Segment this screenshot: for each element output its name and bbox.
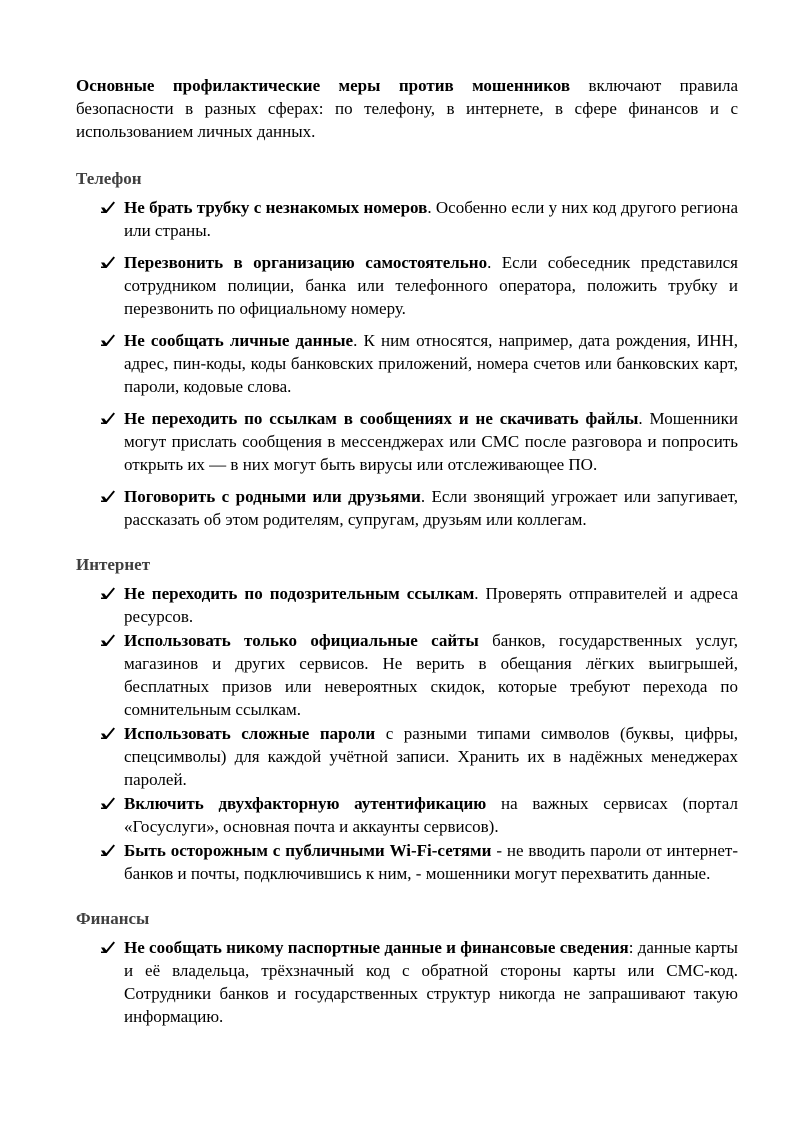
item-text: : данные карты и её владельца, трёхзначный код с обратной стороны карты или СМС-код. Сотрудники банков и государственных структур никогда не запрашивают такую информацию. (124, 938, 738, 1026)
list-item (76, 629, 738, 721)
item-bold: Поговорить с родными или друзьями (124, 487, 421, 506)
item-text: . К ним относятся, например, дата рождения, ИНН, адрес, пин-коды, коды банковских приложений, номера счетов или банковских карт, пароли, кодовые слова. (124, 331, 739, 396)
item-bold: Не переходить по подозрительным ссылкам (124, 584, 475, 603)
item-bold: Перезвонить в организацию самостоятельно (124, 253, 488, 272)
item-bold: Не брать трубку с незнакомых номеров (124, 198, 428, 217)
list-finance (76, 936, 738, 1028)
section-phone (76, 167, 738, 531)
section-finance (76, 907, 738, 1028)
item-bold: Не сообщать никому паспортные данные и финансовые сведения (124, 938, 629, 957)
item-bold: Быть осторожным с публичными Wi-Fi-сетями (124, 841, 492, 860)
checkmark-bullet-icon (100, 586, 116, 600)
intro-bold: Основные профилактические меры против мошенников (76, 76, 571, 95)
item-text: на важных сервисах (портал «Госуслуги», основная почта и аккаунты сервисов). (124, 794, 738, 836)
intro-paragraph (76, 74, 738, 143)
item-text: . Мошенники могут прислать сообщения в мессенджерах или СМС после разговора и попросить открыть их — в них могут быть вирусы или отслеживающее ПО. (124, 409, 738, 474)
list-item (76, 722, 738, 791)
item-text: - не вводить пароли от интернет-банков и почты, подключившись к ним, - мошенники могут перехватить данные. (124, 841, 738, 883)
list-item (76, 582, 738, 628)
list-internet (76, 582, 738, 885)
list-phone (76, 196, 738, 531)
list-item (76, 196, 738, 242)
checkmark-bullet-icon (100, 940, 116, 954)
list-item (76, 407, 738, 476)
item-text: с разными типами символов (буквы, цифры, спецсимволы) для каждой учётной записи. Хранить их в надёжных менеджерах паролей. (124, 724, 739, 789)
section-title-internet: Интернет (76, 555, 151, 574)
item-bold: Не переходить по ссылкам в сообщениях и не скачивать файлы (124, 409, 639, 428)
item-bold: Включить двухфакторную аутентификацию (124, 794, 487, 813)
item-bold: Использовать только официальные сайты (124, 631, 479, 650)
checkmark-bullet-icon (100, 726, 116, 740)
checkmark-bullet-icon (100, 333, 116, 347)
item-text: . Если собеседник представился сотрудником полиции, банка или телефонного оператора, положить трубку и перезвонить по официальному номеру. (124, 253, 738, 318)
list-item (76, 485, 738, 531)
section-title-finance: Финансы (76, 909, 150, 928)
list-item (76, 839, 738, 885)
item-bold: Не сообщать личные данные (124, 331, 354, 350)
list-item (76, 792, 738, 838)
item-text: . Если звонящий угрожает или запугивает, рассказать об этом родителям, супругам, друзьям или коллегам. (124, 487, 738, 529)
checkmark-bullet-icon (100, 255, 116, 269)
item-text: . Проверять отправителей и адреса ресурсов. (124, 584, 738, 626)
item-text: банков, государственных услуг, магазинов и других сервисов. Не верить в обещания лёгких выигрышей, бесплатных призов или невероятных скидок, которые требуют перехода по сомнительным ссылкам. (124, 631, 738, 719)
checkmark-bullet-icon (100, 843, 116, 857)
checkmark-bullet-icon (100, 200, 116, 214)
list-item (76, 936, 738, 1028)
item-text: . Особенно если у них код другого региона или страны. (124, 198, 738, 240)
section-internet (76, 553, 738, 885)
intro-text: включают правила безопасности в разных сферах: по телефону, в интернете, в сфере финансов и с использованием личных данных. (76, 76, 738, 141)
list-item (76, 329, 738, 398)
section-title-phone: Телефон (76, 169, 142, 188)
checkmark-bullet-icon (100, 411, 116, 425)
checkmark-bullet-icon (100, 796, 116, 810)
checkmark-bullet-icon (100, 633, 116, 647)
list-item (76, 251, 738, 320)
item-bold: Использовать сложные пароли (124, 724, 376, 743)
checkmark-bullet-icon (100, 489, 116, 503)
document-content (76, 74, 738, 1050)
